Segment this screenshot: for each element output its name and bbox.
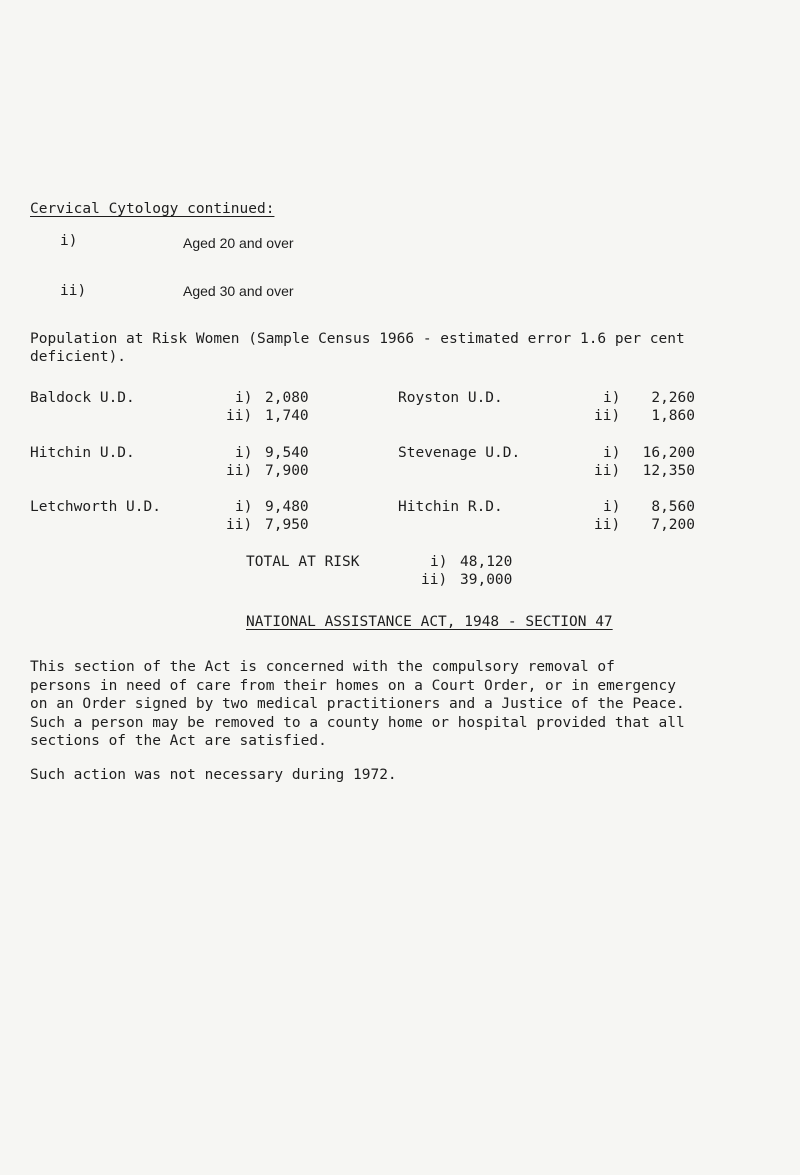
district-value: 7,900 — [265, 463, 309, 479]
district-value: 16,200 — [642, 445, 695, 461]
district-value: 12,350 — [642, 463, 695, 479]
row-label: ii) — [226, 517, 253, 533]
district-value: 7,200 — [651, 517, 695, 533]
row-label: ii) — [594, 408, 621, 424]
district-name: Stevenage U.D. — [398, 445, 521, 461]
row-label: ii) — [226, 463, 253, 479]
paragraph-line: on an Order signed by two medical practitioners and a Justice of the Peace. — [30, 696, 685, 712]
district-name: Royston U.D. — [398, 390, 503, 406]
population-intro-line: deficient). — [30, 349, 127, 365]
section-heading: NATIONAL ASSISTANCE ACT, 1948 - SECTION 47 — [246, 614, 613, 630]
district-value: 9,480 — [265, 499, 309, 515]
district-value: 2,260 — [651, 390, 695, 406]
population-intro-line: Population at Risk Women (Sample Census 1966 - estimated error 1.6 per cent — [30, 331, 685, 347]
row-label: i) — [235, 390, 253, 406]
age-group-num: ii) — [60, 283, 87, 299]
district-value: 1,860 — [651, 408, 695, 424]
total-value: 48,120 — [460, 554, 513, 570]
section-paragraph — [30, 658, 780, 751]
district-name: Hitchin U.D. — [30, 445, 135, 461]
row-label: ii) — [226, 408, 253, 424]
total-value: 39,000 — [460, 572, 513, 588]
row-label: ii) — [421, 572, 448, 588]
district-value: 8,560 — [651, 499, 695, 515]
row-label: i) — [603, 445, 621, 461]
paragraph-line: Such a person may be removed to a county home or hospital provided that all — [30, 714, 685, 731]
paragraph-line: sections of the Act are satisfied. — [30, 733, 327, 749]
cervical-cytology-heading: Cervical Cytology continued: — [30, 201, 275, 217]
row-label: i) — [603, 499, 621, 515]
paragraph-line: This section of the Act is concerned with the compulsory removal of — [30, 659, 615, 675]
age-group-label: Aged 30 and over — [183, 283, 294, 299]
row-label: i) — [235, 499, 253, 515]
district-value: 1,740 — [265, 408, 309, 424]
district-name: Letchworth U.D. — [30, 499, 161, 515]
row-label: i) — [235, 445, 253, 461]
district-name: Hitchin R.D. — [398, 499, 503, 515]
district-name: Baldock U.D. — [30, 390, 135, 406]
district-value: 9,540 — [265, 445, 309, 461]
district-value: 2,080 — [265, 390, 309, 406]
closing-sentence: Such action was not necessary during 1972. — [30, 767, 397, 783]
paragraph-line: persons in need of care from their homes on a Court Order, or in emergency — [30, 677, 677, 694]
age-group-num: i) — [60, 233, 78, 249]
row-label: ii) — [594, 463, 621, 479]
row-label: i) — [430, 554, 448, 570]
age-group-label: Aged 20 and over — [183, 235, 294, 251]
district-value: 7,950 — [265, 517, 309, 533]
row-label: ii) — [594, 517, 621, 533]
total-at-risk-label: TOTAL AT RISK — [246, 554, 360, 570]
row-label: i) — [603, 390, 621, 406]
